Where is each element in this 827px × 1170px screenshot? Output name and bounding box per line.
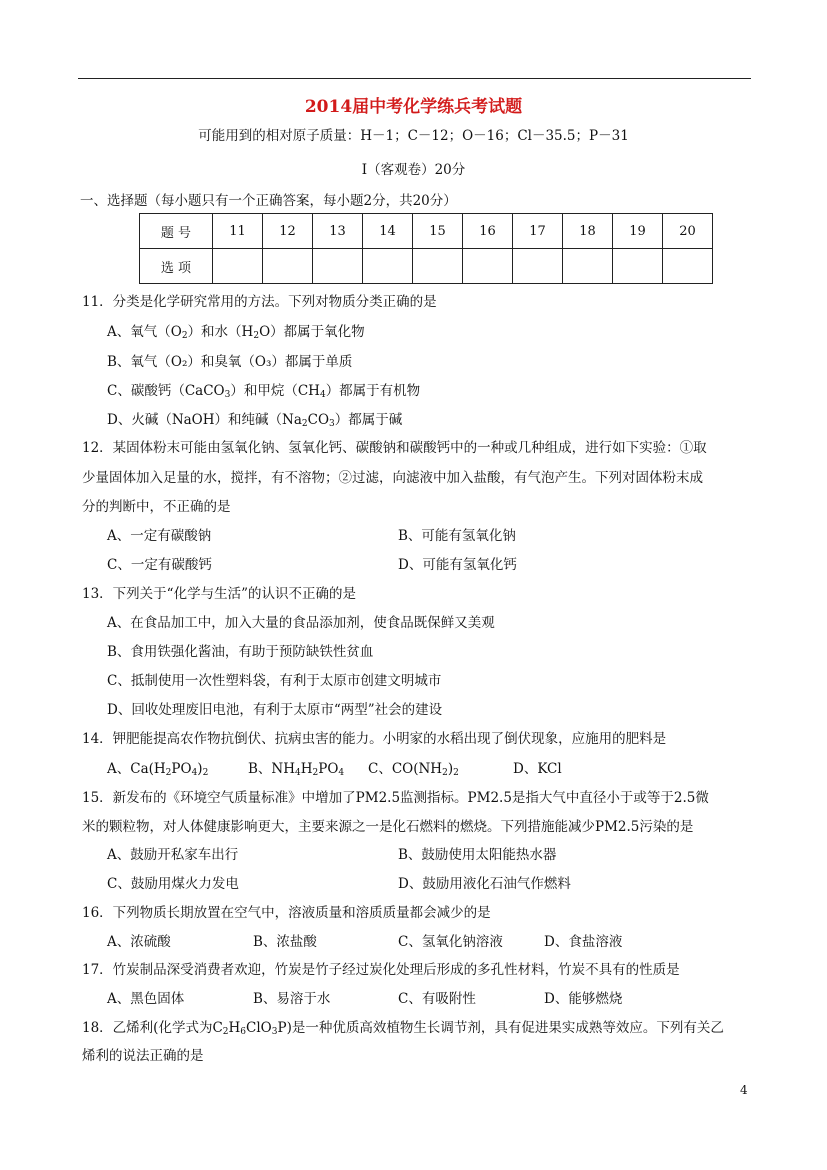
- q14-stem: 14．钾肥能提高农作物抗倒伏、抗病虫害的能力。小明家的水稻出现了倒伏现象，应施用的肥料是: [82, 731, 667, 747]
- q11-option-b: B、氧气（O₂）和臭氧（O₃）都属于单质: [107, 354, 353, 370]
- row-label-number: 题 号: [140, 214, 213, 249]
- q11-option-c: C、碳酸钙（CaCO$_3$）和甲烷$(CH_4)$都属于有机物: [107, 383, 421, 400]
- q17-option-d: D、能够燃烧: [544, 991, 623, 1007]
- table-cell: 18: [563, 214, 613, 249]
- q13-option-b: B、食用铁强化酱油，有助于预防缺铁性贫血: [107, 644, 374, 660]
- table-cell: 17: [513, 214, 563, 249]
- table-cell: 19: [613, 214, 663, 249]
- table-cell: 13: [313, 214, 363, 249]
- answer-cell: [513, 249, 563, 284]
- table-cell: 16: [463, 214, 513, 249]
- answer-cell: [263, 249, 313, 284]
- table-cell: 14: [363, 214, 413, 249]
- page-number: 4: [740, 1083, 748, 1097]
- q12-option-c: C、一定有碳酸钙: [107, 557, 212, 573]
- answer-cell: [463, 249, 513, 284]
- q15-stem-line1: 15．新发布的《环境空气质量标准》中增加了PM2.5监测指标。PM2.5是指大气中直径小于或等于2.5微: [82, 790, 709, 806]
- answer-cell: [313, 249, 363, 284]
- q16-option-a: A、浓硫酸: [107, 934, 171, 950]
- section-heading: Ⅰ（客观卷）20分: [361, 162, 466, 178]
- q11-option-a: A、氧气$(O_2)$和水$(H_2O)$都属于氧化物: [107, 324, 365, 341]
- q17-option-a: A、黑色固体: [107, 991, 185, 1007]
- part1-heading: 一、选择题（每小题只有一个正确答案，每小题2分，共20分）: [80, 193, 457, 209]
- q12-option-a: A、一定有碳酸钠: [107, 528, 212, 544]
- answer-cell: [613, 249, 663, 284]
- exam-title: 2014届中考化学练兵考试题: [304, 97, 523, 117]
- q14-option-b: B、$NH_4H_2PO_4$: [248, 761, 345, 778]
- q16-option-c: C、氢氧化钠溶液: [398, 934, 503, 950]
- q18-stem-line2: 烯利的说法正确的是: [82, 1048, 204, 1064]
- header-rule: [78, 78, 751, 79]
- q14-option-d: D、KCl: [513, 761, 562, 777]
- answer-cell: [563, 249, 613, 284]
- q13-option-c: C、抵制使用一次性塑料袋，有利于太原市创建文明城市: [107, 673, 442, 689]
- answer-cell: [363, 249, 413, 284]
- answer-cell: [413, 249, 463, 284]
- q14-option-c: C、$CO(NH_2)_2$: [368, 761, 459, 778]
- q15-stem-line2: 米的颗粒物，对人体健康影响更大，主要来源之一是化石燃料的燃烧。下列措施能减少PM2.5污染的是: [82, 819, 694, 835]
- table-cell: 11: [213, 214, 263, 249]
- q16-option-b: B、浓盐酸: [253, 934, 317, 950]
- q11-option-d: D、火碱（NaOH）和纯碱$(Na_2CO_3)$都属于碱: [107, 412, 403, 429]
- q12-stem-line3: 分的判断中，不正确的是: [82, 499, 231, 515]
- q13-option-a: A、在食品加工中，加入大量的食品添加剂，使食品既保鲜又美观: [107, 615, 495, 631]
- q13-option-d: D、回收处理废旧电池，有利于太原市“两型”社会的建设: [107, 702, 443, 718]
- answer-cell: [213, 249, 263, 284]
- q12-stem-line2: 少量固体加入足量的水，搅拌，有不溶物；②过滤，向滤液中加入盐酸，有气泡产生。下列对固体粉末成: [82, 470, 703, 486]
- q15-option-a: A、鼓励开私家车出行: [107, 847, 239, 863]
- table-cell: 12: [263, 214, 313, 249]
- q17-stem: 17．竹炭制品深受消费者欢迎，竹炭是竹子经过炭化处理后形成的多孔性材料，竹炭不具有的性质是: [82, 962, 680, 978]
- table-cell: 20: [663, 214, 713, 249]
- q18-stem-line1: 18．乙烯利(化学式为$C_2H_6ClO_3P$)是一种优质高效植物生长调节剂，具有促进果实成熟等效应。下列有关乙: [82, 1020, 724, 1037]
- table-cell: 15: [413, 214, 463, 249]
- q11-stem: 11．分类是化学研究常用的方法。下列对物质分类正确的是: [82, 294, 437, 310]
- atomic-mass-line: 可能用到的相对原子质量：H－1；C－12；O－16；Cl－35.5；P－31: [198, 128, 629, 144]
- row-label-answer: 选 项: [140, 249, 213, 284]
- answer-cell: [663, 249, 713, 284]
- q12-stem-line1: 12．某固体粉末可能由氢氧化钠、氢氧化钙、碳酸钠和碳酸钙中的一种或几种组成，进行如下实验：①取: [82, 440, 707, 456]
- q16-stem: 16．下列物质长期放置在空气中，溶液质量和溶质质量都会减少的是: [82, 905, 491, 921]
- q14-option-a: A、$Ca(H_2PO_4)_2$: [107, 761, 209, 778]
- q12-option-d: D、可能有氢氧化钙: [398, 557, 517, 573]
- table-row: [140, 214, 713, 249]
- q16-option-d: D、食盐溶液: [544, 934, 623, 950]
- q15-option-b: B、鼓励使用太阳能热水器: [398, 847, 557, 863]
- table-row: [140, 249, 713, 284]
- q17-option-b: B、易溶于水: [253, 991, 331, 1007]
- q13-stem: 13．下列关于“化学与生活”的认识不正确的是: [82, 586, 356, 602]
- q17-option-c: C、有吸附性: [398, 991, 476, 1007]
- q15-option-c: C、鼓励用煤火力发电: [107, 876, 239, 892]
- answer-table: [139, 213, 713, 284]
- q12-option-b: B、可能有氢氧化钠: [398, 528, 516, 544]
- q15-option-d: D、鼓励用液化石油气作燃料: [398, 876, 571, 892]
